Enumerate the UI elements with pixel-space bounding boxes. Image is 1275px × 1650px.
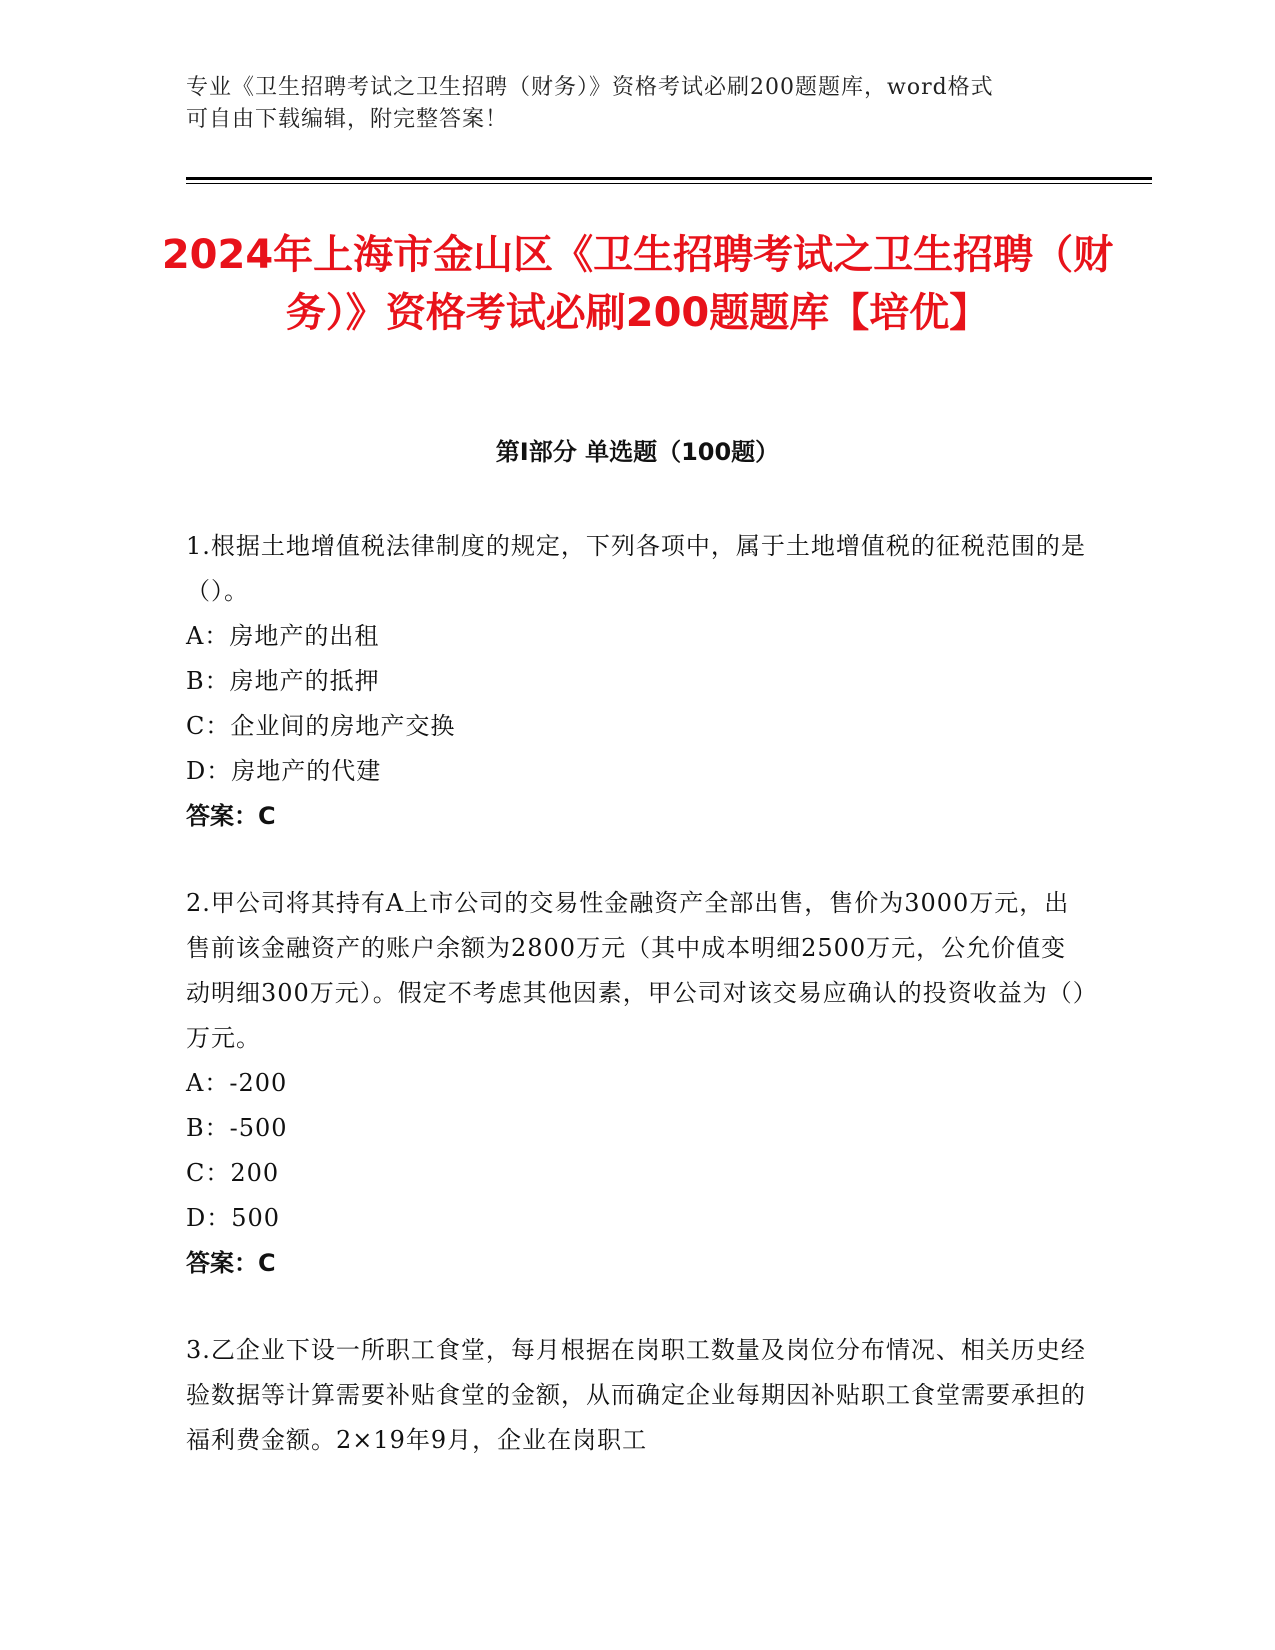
option-b: B：-500 — [186, 1114, 288, 1142]
header-note — [186, 72, 1066, 136]
question-stem: 3.乙企业下设一所职工食堂，每月根据在岗职工数量及岗位分布情况、相关历史经验数据等计算需要补贴食堂的金额，从而确定企业每期因补贴职工食堂需要承担的福利费金额。2×19年9月，企业在岗职工 — [186, 1336, 1086, 1454]
question-2 — [186, 881, 1086, 1286]
option-b: B：房地产的抵押 — [186, 667, 380, 695]
option-a: A：-200 — [186, 1069, 288, 1097]
question-stem: 2.甲公司将其持有A上市公司的交易性金融资产全部出售，售价为3000万元，出售前该金融资产的账户余额为2800万元（其中成本明细2500万元，公允价值变动明细300万元）。假定不考虑其他因素，甲公司对该交易应确认的投资收益为（）万元。 — [186, 889, 1086, 1052]
option-a: A：房地产的出租 — [186, 622, 380, 650]
question-stem: 1.根据土地增值税法律制度的规定，下列各项中，属于土地增值税的征税范围的是（）。 — [186, 532, 1086, 605]
option-c: C：企业间的房地产交换 — [186, 712, 456, 740]
question-list — [186, 524, 1086, 1505]
header-rule-thick — [186, 177, 1152, 180]
answer: 答案：C — [186, 802, 276, 830]
question-1 — [186, 524, 1086, 839]
option-d: D：房地产的代建 — [186, 757, 382, 785]
question-3 — [186, 1328, 1086, 1463]
answer: 答案：C — [186, 1249, 276, 1277]
header-rule-thin — [186, 183, 1152, 184]
document-title: 2024年上海市金山区《卫生招聘考试之卫生招聘（财务）》资格考试必刷200题题库【培优】 — [161, 232, 1114, 336]
section-title: 第I部分 单选题（100题） — [495, 438, 780, 466]
option-c: C：200 — [186, 1159, 280, 1187]
option-d: D：500 — [186, 1204, 281, 1232]
header-note-line-1: 专业《卫生招聘考试之卫生招聘（财务）》资格考试必刷200题题库，word格式 — [186, 75, 994, 100]
header-note-line-2: 可自由下载编辑，附完整答案！ — [186, 107, 509, 132]
